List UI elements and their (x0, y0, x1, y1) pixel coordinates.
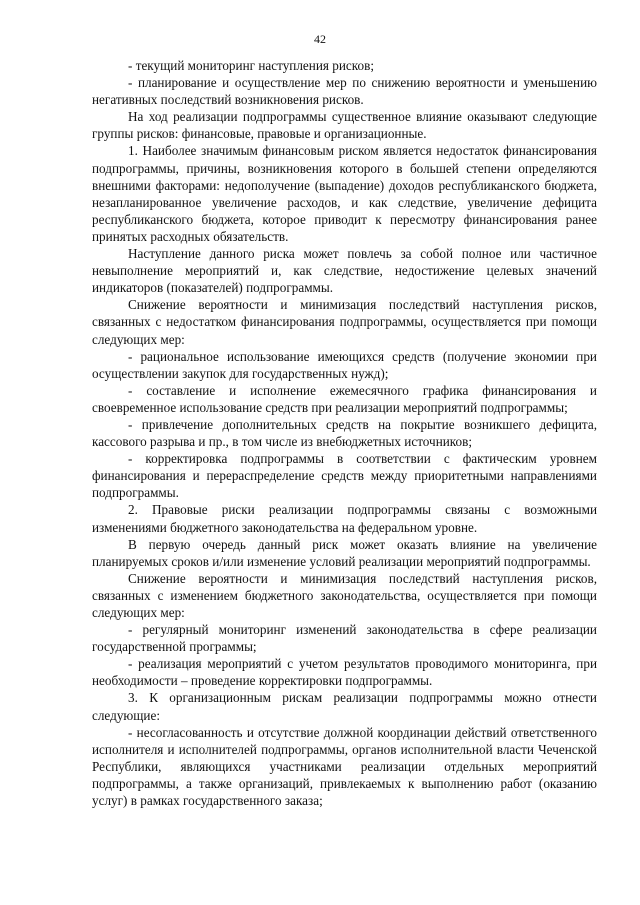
paragraph: Наступление данного риска может повлечь за собой полное или частичное невыполнение мероприятий и, как следствие, недостижение целевых значений индикаторов (показателей) подпрограммы. (92, 246, 597, 296)
page-number: 42 (314, 32, 326, 46)
body-text (92, 57, 597, 809)
paragraph: На ход реализации подпрограммы существенное влияние оказывают следующие группы рисков: финансовые, правовые и организационные. (92, 109, 597, 142)
paragraph: 3. К организационным рискам реализации подпрограммы можно отнести следующие: (92, 690, 597, 723)
paragraph: В первую очередь данный риск может оказать влияние на увеличение планируемых сроков и/или изменение условий реализации мероприятий подпрограммы. (92, 536, 597, 569)
paragraph: - регулярный мониторинг изменений законодательства в сфере реализации государственной программы; (92, 622, 597, 655)
paragraph: Снижение вероятности и минимизация последствий наступления рисков, связанных с недостатком финансирования подпрограммы, осуществляется при помощи следующих мер: (92, 297, 597, 347)
paragraph: - текущий мониторинг наступления рисков; (128, 58, 374, 73)
paragraph: - планирование и осуществление мер по снижению вероятности и уменьшению негативных последствий возникновения рисков. (92, 75, 597, 108)
paragraph: - привлечение дополнительных средств на покрытие возникшего дефицита, кассового разрыва и пр., в том числе из внебюджетных источников; (92, 416, 597, 450)
paragraph: - корректировка подпрограммы в соответствии с фактическим уровнем финансирования и перераспределение средств между приоритетными направлениями подпрограммы. (92, 451, 597, 501)
paragraph: Снижение вероятности и минимизация последствий наступления рисков, связанных с изменением бюджетного законодательства, осуществляется при помощи следующих мер: (92, 570, 597, 620)
paragraph: - несогласованность и отсутствие должной координации действий ответственного исполнителя и исполнителей подпрограммы, органов исполнительной власти Чеченской Республики, являющихся участниками реализации отдельных мероприятий подпрограммы, а также организаций, привлекаемых к выполнению работ (оказанию услуг) в рамках государственного заказа; (92, 724, 597, 809)
paragraph: - реализация мероприятий с учетом результатов проводимого мониторинга, при необходимости – проведение корректировки подпрограммы. (92, 656, 597, 689)
paragraph: - составление и исполнение ежемесячного графика финансирования и своевременное использование средств при реализации мероприятий подпрограммы; (92, 382, 597, 415)
paragraph: 1. Наиболее значимым финансовым риском является недостаток финансирования подпрограммы, причины, возникновения которого в большей степени определяются внешними факторами: недополучение (выпадение) доходов республиканского бюджета, незапланированное увеличение расходов, и как следствие, увеличение дефицита республиканского бюджета, которое приводит к пересмотру финансирования ранее принятых расходных обязательств. (92, 143, 597, 244)
paragraph: - рациональное использование имеющихся средств (получение экономии при осуществлении закупок для государственных нужд); (92, 348, 597, 381)
paragraph: 2. Правовые риски реализации подпрограммы связаны с возможными изменениями бюджетного законодательства на федеральном уровне. (92, 502, 597, 535)
